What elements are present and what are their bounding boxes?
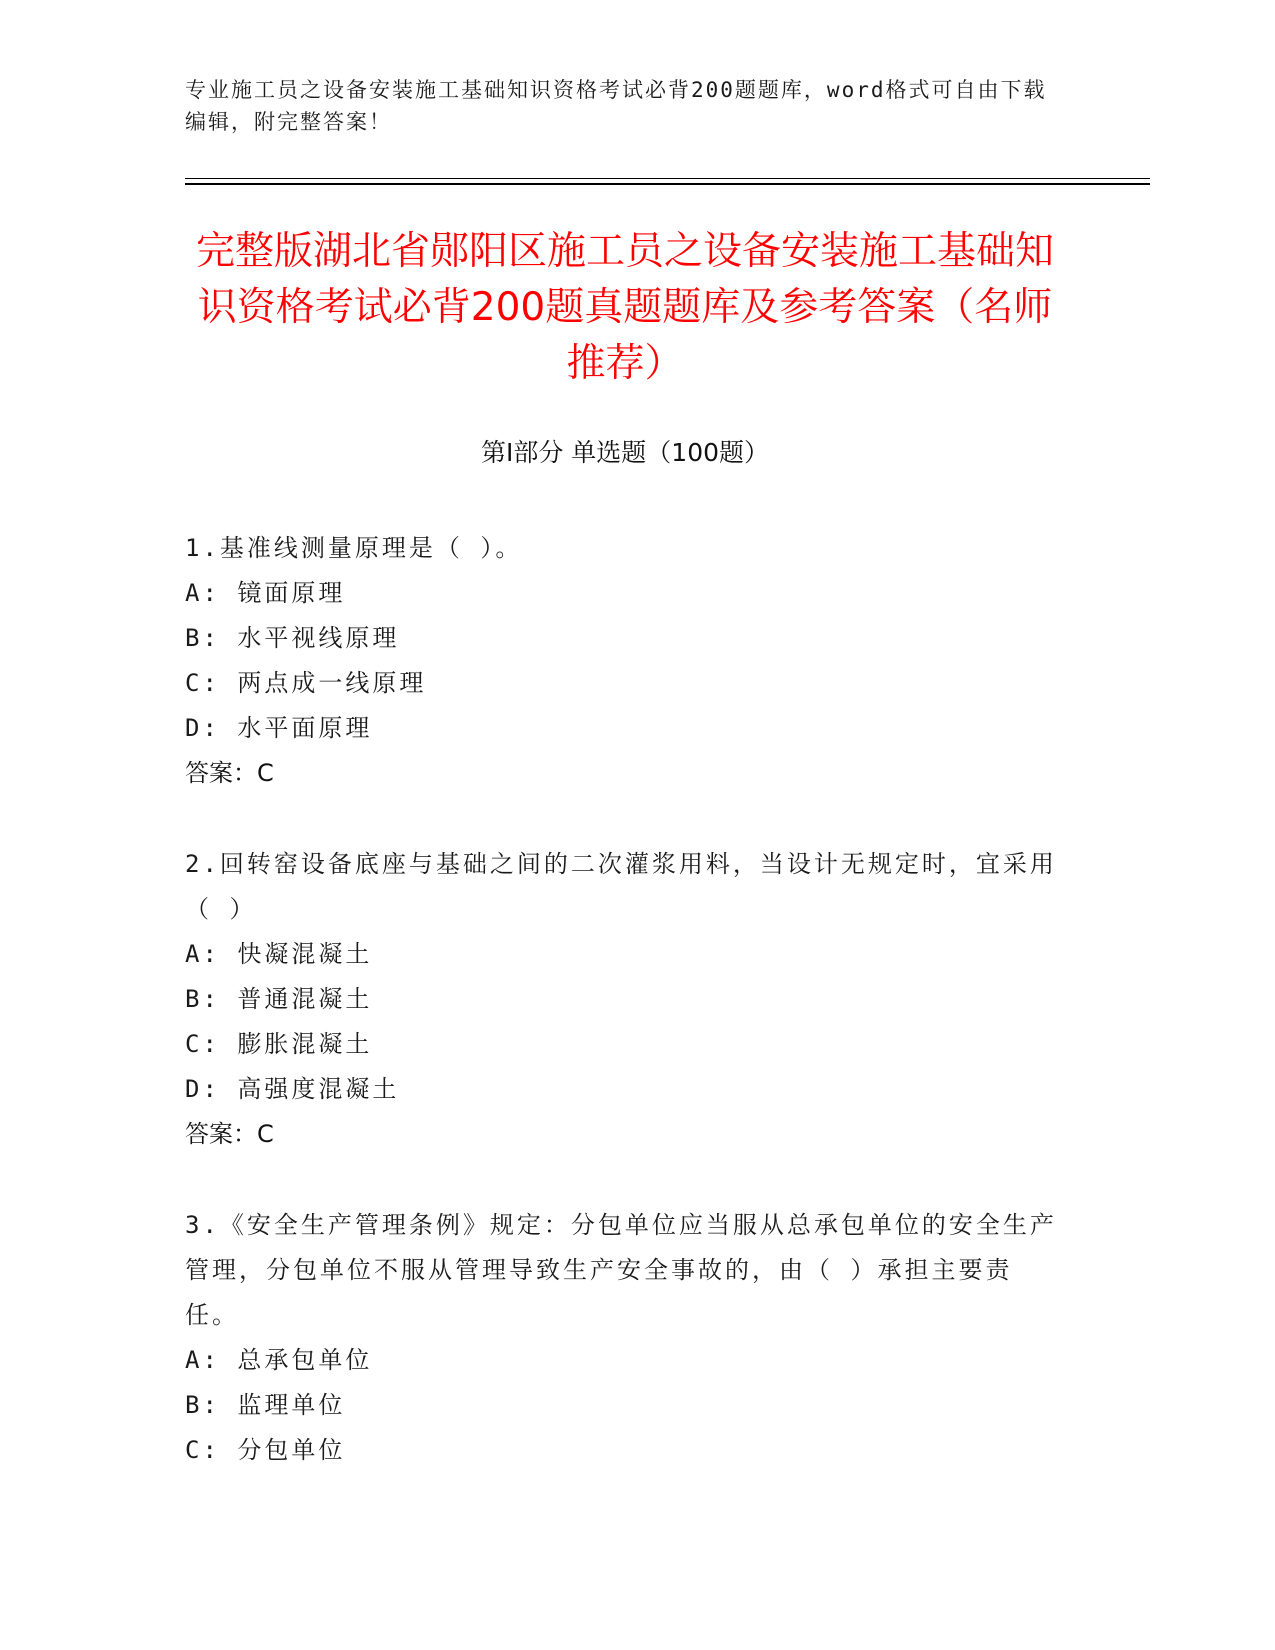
question-3 (185, 1203, 1065, 1473)
question-stem: 2.回转窑设备底座与基础之间的二次灌浆用料，当设计无规定时，宜采用（ ） (185, 850, 1057, 923)
question-2 (185, 842, 1065, 1157)
option-c: C: 膨胀混凝土 (185, 1030, 373, 1058)
option-c: C: 两点成一线原理 (185, 669, 427, 697)
option-d: D: 水平面原理 (185, 714, 373, 742)
option-d: D: 高强度混凝土 (185, 1075, 400, 1103)
question-stem: 3.《安全生产管理条例》规定：分包单位应当服从总承包单位的安全生产管理，分包单位不服从管理导致生产安全事故的，由（ ）承担主要责任。 (185, 1211, 1057, 1329)
option-b: B: 监理单位 (185, 1391, 346, 1419)
option-b: B: 水平视线原理 (185, 624, 400, 652)
option-a: A: 镜面原理 (185, 579, 346, 607)
option-c: C: 分包单位 (185, 1436, 346, 1464)
header-divider-thin (185, 178, 1150, 179)
answer-text: 答案：C (185, 759, 274, 787)
section-heading: 第Ⅰ部分 单选题（100题） (480, 438, 770, 467)
question-list (185, 526, 1065, 1519)
intro-text: 专业施工员之设备安装施工基础知识资格考试必背200题题库，word格式可自由下载编辑，附完整答案！ (185, 78, 1047, 134)
question-stem: 1.基准线测量原理是（ ）。 (185, 534, 523, 562)
option-b: B: 普通混凝土 (185, 985, 373, 1013)
header-divider-thick (185, 183, 1150, 185)
option-a: A: 总承包单位 (185, 1346, 373, 1374)
answer-text: 答案：C (185, 1120, 274, 1148)
question-1 (185, 526, 1065, 796)
option-a: A: 快凝混凝土 (185, 940, 373, 968)
document-title: 完整版湖北省郧阳区施工员之设备安装施工基础知识资格考试必背200题真题题库及参考答案（名师推荐） (195, 229, 1054, 386)
